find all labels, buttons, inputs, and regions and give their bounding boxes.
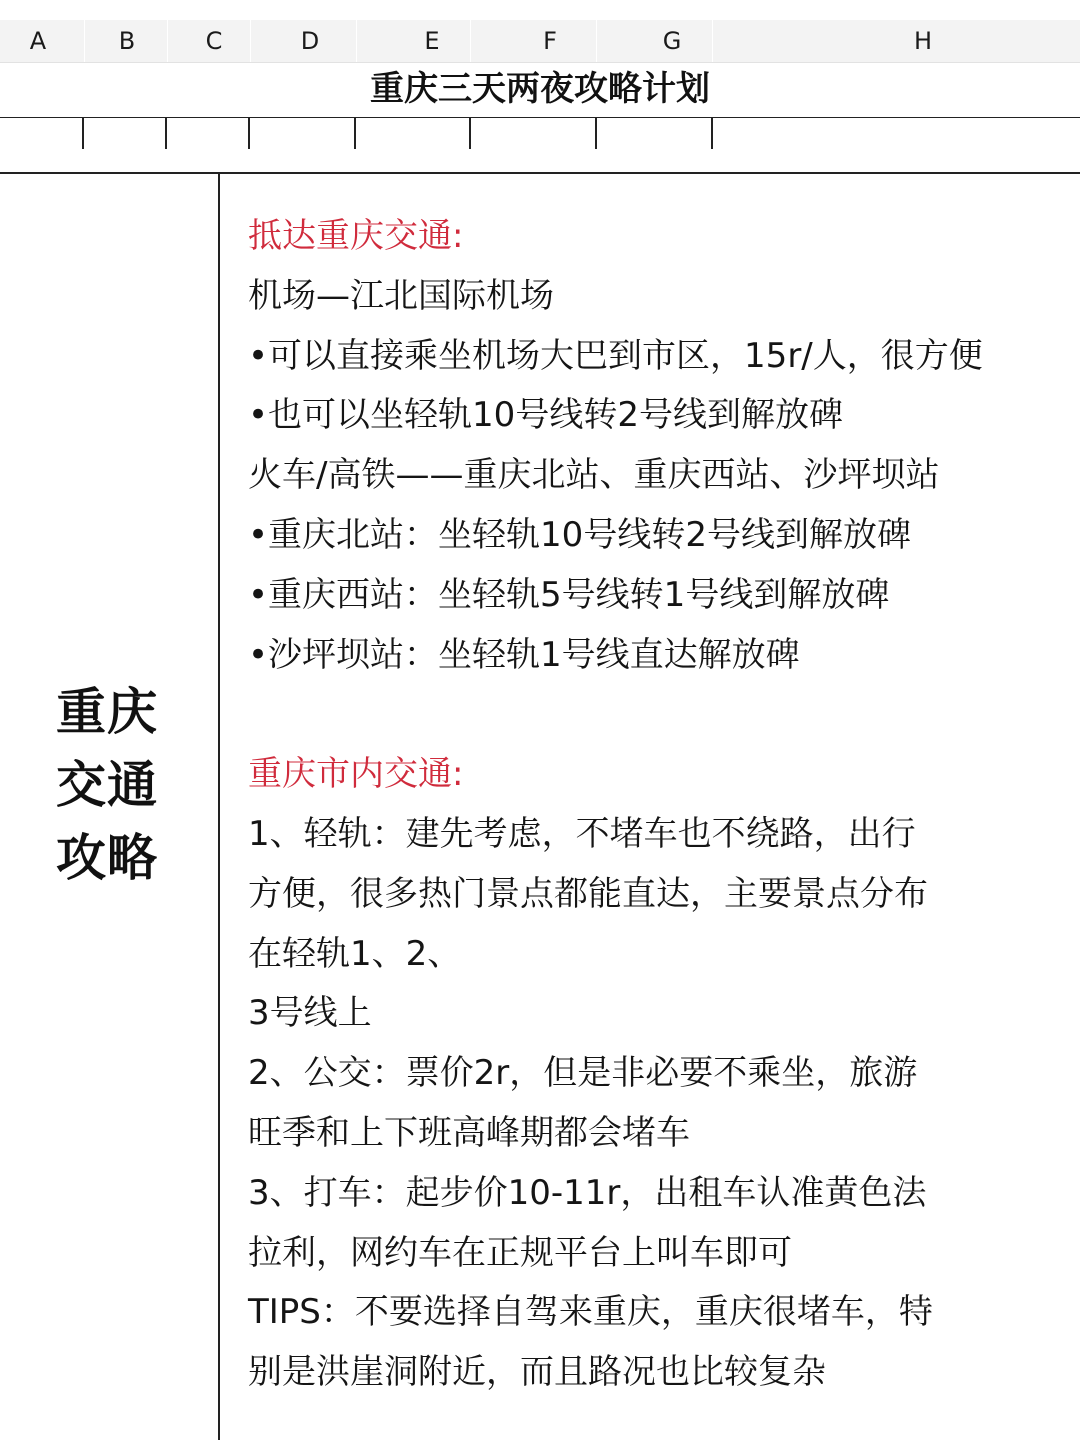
- city-line: 1、轻轨：建先考虑，不堵车也不绕路，出行: [248, 813, 916, 854]
- column-header-h[interactable]: H: [913, 27, 933, 55]
- column-separator[interactable]: [167, 20, 168, 62]
- city-heading: 重庆市内交通:: [248, 754, 464, 795]
- arrival-line: •重庆西站：坐轻轨5号线转1号线到解放碑: [248, 574, 890, 615]
- city-line: 3、打车：起步价10-11r，出租车认准黄色法: [248, 1172, 927, 1213]
- city-line: 别是洪崖洞附近，而且路况也比较复杂: [248, 1352, 826, 1393]
- column-header-g[interactable]: G: [662, 27, 682, 55]
- city-line: 拉利，网约车在正规平台上叫车即可: [248, 1232, 792, 1273]
- column-header-c[interactable]: C: [205, 27, 223, 55]
- arrival-line: 火车/高铁——重庆北站、重庆西站、沙坪坝站: [248, 455, 940, 496]
- city-line: TIPS：不要选择自驾来重庆，重庆很堵车，特: [248, 1292, 933, 1333]
- column-header-bar: [0, 20, 1080, 63]
- cell-border: [354, 117, 356, 149]
- column-separator[interactable]: [356, 20, 357, 62]
- cell-border: [469, 117, 471, 149]
- arrival-line: •重庆北站：坐轻轨10号线转2号线到解放碑: [248, 514, 911, 555]
- cell-border: [248, 117, 250, 149]
- column-header-e[interactable]: E: [424, 27, 440, 55]
- column-separator[interactable]: [596, 20, 597, 62]
- column-header-d[interactable]: D: [300, 27, 320, 55]
- section-label-line: 攻略: [56, 829, 158, 887]
- empty-row[interactable]: [0, 117, 1080, 174]
- content-cell[interactable]: [248, 207, 1063, 1403]
- city-line: 在轻轨1、2、: [248, 933, 462, 974]
- cell-border: [82, 117, 84, 149]
- arrival-line: •可以直接乘坐机场大巴到市区，15r/人，很方便: [248, 335, 983, 376]
- column-separator[interactable]: [84, 20, 85, 62]
- column-header-f[interactable]: F: [543, 27, 557, 55]
- city-line: 旺季和上下班高峰期都会堵车: [248, 1112, 690, 1153]
- column-header-a[interactable]: A: [29, 27, 47, 55]
- arrival-heading: 抵达重庆交通:: [248, 216, 464, 256]
- column-separator[interactable]: [250, 20, 251, 62]
- cell-border: [711, 117, 713, 149]
- blank-line: [248, 685, 1063, 745]
- column-separator[interactable]: [470, 20, 471, 62]
- section-label: [56, 676, 166, 895]
- city-line: 2、公交：票价2r，但是非必要不乘坐，旅游: [248, 1053, 918, 1094]
- cell-border: [165, 117, 167, 149]
- cell-border: [595, 117, 597, 149]
- section-label-line: 交通: [56, 756, 158, 814]
- sheet-title-cell[interactable]: 重庆三天两夜攻略计划: [0, 62, 1080, 118]
- arrival-line: 机场—江北国际机场: [248, 275, 554, 316]
- column-header-b[interactable]: B: [118, 27, 136, 55]
- city-line: 方便，很多热门景点都能直达，主要景点分布: [248, 873, 928, 914]
- section-label-line: 重庆: [56, 683, 158, 741]
- arrival-line: •也可以坐轻轨10号线转2号线到解放碑: [248, 395, 843, 436]
- arrival-line: •沙坪坝站：坐轻轨1号线直达解放碑: [248, 634, 800, 675]
- column-separator[interactable]: [712, 20, 713, 62]
- city-line: 3号线上: [248, 993, 372, 1034]
